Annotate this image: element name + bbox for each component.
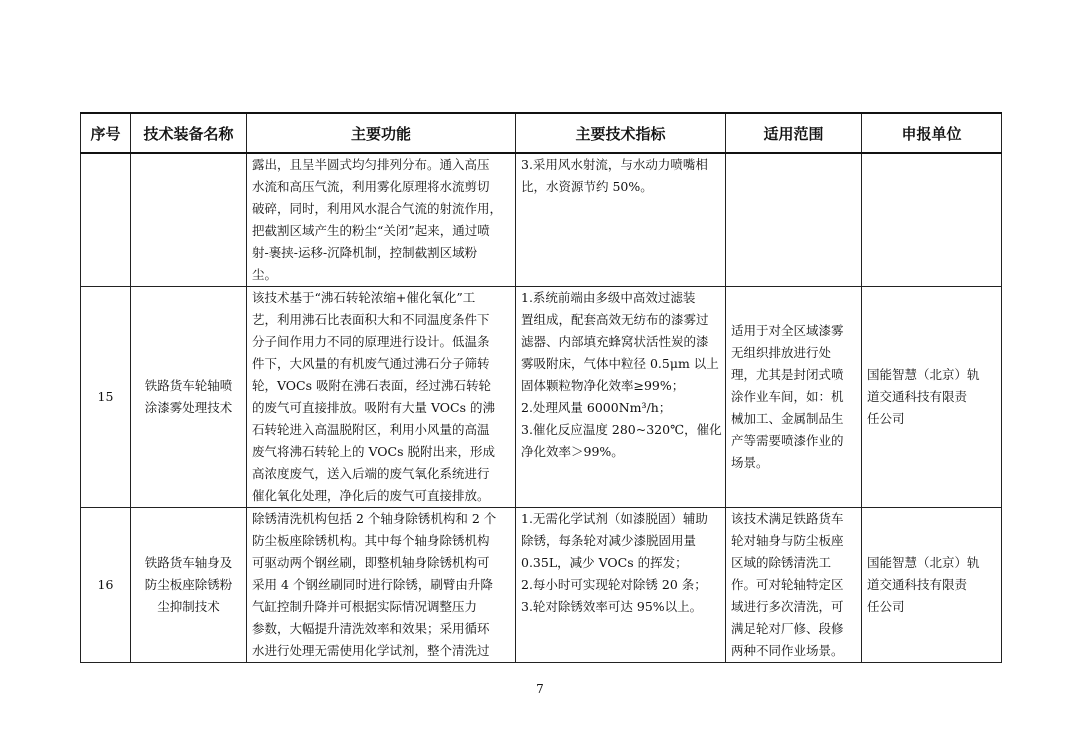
text-line: 铁路货车轴身及	[144, 555, 233, 570]
cell-name	[131, 287, 247, 508]
text-line: 产等需要喷漆作业的	[731, 433, 844, 448]
cell-scope	[726, 508, 862, 663]
cell-scope	[726, 287, 862, 508]
text-line: 轮对轴身与防尘板座	[731, 533, 844, 548]
text-line: 满足轮对厂修、段修	[731, 621, 844, 636]
text-line: 该技术满足铁路货车	[731, 511, 844, 526]
text-line: 道交通科技有限责	[867, 577, 968, 592]
header-name: 技术装备名称	[131, 113, 247, 153]
cell-number	[81, 153, 131, 287]
text-line: 0.35L，减少 VOCs 的挥发；	[521, 555, 688, 570]
text-line: 置组成，配套高效无纺布的漆雾过	[521, 312, 709, 327]
cell-unit	[862, 153, 1002, 287]
text-line: 场景。	[731, 455, 769, 470]
text-line: 废气将沸石转轮上的 VOCs 脱附出来，形成	[252, 444, 495, 459]
text-line: 件下，大风量的有机废气通过沸石分子筛转	[252, 356, 490, 371]
text-line: 3.采用风水射流，与水动力喷嘴相	[521, 157, 708, 172]
text-line: 任公司	[867, 411, 905, 426]
header-function: 主要功能	[247, 113, 516, 153]
cell-function	[247, 287, 516, 508]
text-line: 尘。	[252, 267, 278, 282]
text-line: 射-裹挟-运移-沉降机制，控制截割区域粉	[252, 245, 478, 260]
text-line: 械加工、金属制品生	[731, 411, 844, 426]
text-line: 比，水资源节约 50%。	[521, 179, 653, 194]
text-line: 雾吸附床，气体中粒径 0.5μm 以上	[521, 356, 719, 371]
text-line: 涂作业车间，如：机	[731, 389, 844, 404]
text-line: 该技术基于“沸石转轮浓缩+催化氧化”工	[252, 290, 476, 305]
text-line: 防尘板座除锈机构。其中每个轴身除锈机构	[252, 533, 490, 548]
text-line: 2.每小时可实现轮对除锈 20 条；	[521, 577, 707, 592]
text-line: 的废气可直接排放。吸附有大量 VOCs 的沸	[252, 400, 495, 415]
cell-function	[247, 153, 516, 287]
text-line: 除锈清洗机构包括 2 个轴身除锈机构和 2 个	[252, 511, 497, 526]
cell-number: 16	[81, 508, 131, 663]
text-line: 滤器、内部填充蜂窝状活性炭的漆	[521, 334, 709, 349]
text-line: 催化氧化处理，净化后的废气可直接排放。	[252, 488, 490, 503]
text-line: 防尘板座除锈粉	[144, 577, 233, 592]
cell-unit	[862, 287, 1002, 508]
text-line: 国能智慧（北京）轨	[867, 367, 980, 382]
text-line: 任公司	[867, 599, 905, 614]
text-line: 区域的除锈清洗工	[731, 555, 832, 570]
text-line: 3.轮对除锈效率可达 95%以上。	[521, 599, 703, 614]
table-row	[81, 287, 1002, 508]
technology-table	[80, 112, 1002, 663]
text-line: 铁路货车轮轴喷	[144, 378, 233, 393]
text-line: 把截割区域产生的粉尘“关闭”起来，通过喷	[252, 223, 490, 238]
text-line: 域进行多次清洗，可	[731, 599, 844, 614]
header-unit: 申报单位	[862, 113, 1002, 153]
text-line: 轮，VOCs 吸附在沸石表面，经过沸石转轮	[252, 378, 492, 393]
text-line: 固体颗粒物净化效率≥99%；	[521, 378, 685, 393]
text-line: 国能智慧（北京）轨	[867, 555, 980, 570]
cell-scope	[726, 153, 862, 287]
header-indicators: 主要技术指标	[516, 113, 726, 153]
text-line: 采用 4 个钢丝刷同时进行除锈，刷臂由升降	[252, 577, 493, 592]
text-line: 艺，利用沸石比表面积大和不同温度条件下	[252, 312, 490, 327]
cell-function	[247, 508, 516, 663]
text-line: 除锈，每条轮对减少漆脱固用量	[521, 533, 697, 548]
cell-indicators	[516, 153, 726, 287]
table-header-row	[81, 113, 1002, 153]
text-line: 高浓度废气，送入后端的废气氧化系统进行	[252, 466, 490, 481]
cell-name	[131, 508, 247, 663]
text-line: 理，尤其是封闭式喷	[731, 367, 844, 382]
text-line: 作。可对轮轴特定区	[731, 577, 844, 592]
text-line: 涂漆雾处理技术	[144, 400, 233, 415]
text-line: 道交通科技有限责	[867, 389, 968, 404]
text-line: 露出，且呈半圆式均匀排列分布。通入高压	[252, 157, 490, 172]
header-number: 序号	[81, 113, 131, 153]
text-line: 1.无需化学试剂（如漆脱固）辅助	[521, 511, 708, 526]
cell-indicators	[516, 287, 726, 508]
text-line: 两种不同作业场景。	[731, 643, 844, 658]
text-line: 无组织排放进行处	[731, 345, 832, 360]
table-row	[81, 508, 1002, 663]
text-line: 破碎，同时，利用风水混合气流的射流作用，	[252, 201, 503, 216]
text-line: 水流和高压气流，利用雾化原理将水流剪切	[252, 179, 490, 194]
text-line: 气缸控制升降并可根据实际情况调整压力	[252, 599, 478, 614]
cell-number: 15	[81, 287, 131, 508]
cell-name	[131, 153, 247, 287]
text-line: 参数，大幅提升清洗效率和效果；采用循环	[252, 621, 490, 636]
text-line: 净化效率＞99%。	[521, 444, 624, 459]
header-scope: 适用范围	[726, 113, 862, 153]
table-row	[81, 153, 1002, 287]
page-number: 7	[536, 682, 544, 696]
text-line: 石转轮进入高温脱附区，利用小风量的高温	[252, 422, 490, 437]
text-line: 3.催化反应温度 280~320℃，催化	[521, 422, 722, 437]
text-line: 1.系统前端由多级中高效过滤装	[521, 290, 696, 305]
text-line: 尘抑制技术	[157, 599, 220, 614]
cell-indicators	[516, 508, 726, 663]
cell-unit	[862, 508, 1002, 663]
text-line: 2.处理风量 6000Nm³/h；	[521, 400, 672, 415]
text-line: 水进行处理无需使用化学试剂，整个清洗过	[252, 643, 490, 658]
text-line: 可驱动两个钢丝刷，即整机轴身除锈机构可	[252, 555, 490, 570]
text-line: 分子间作用力不同的原理进行设计。低温条	[252, 334, 490, 349]
text-line: 适用于对全区域漆雾	[731, 323, 844, 338]
